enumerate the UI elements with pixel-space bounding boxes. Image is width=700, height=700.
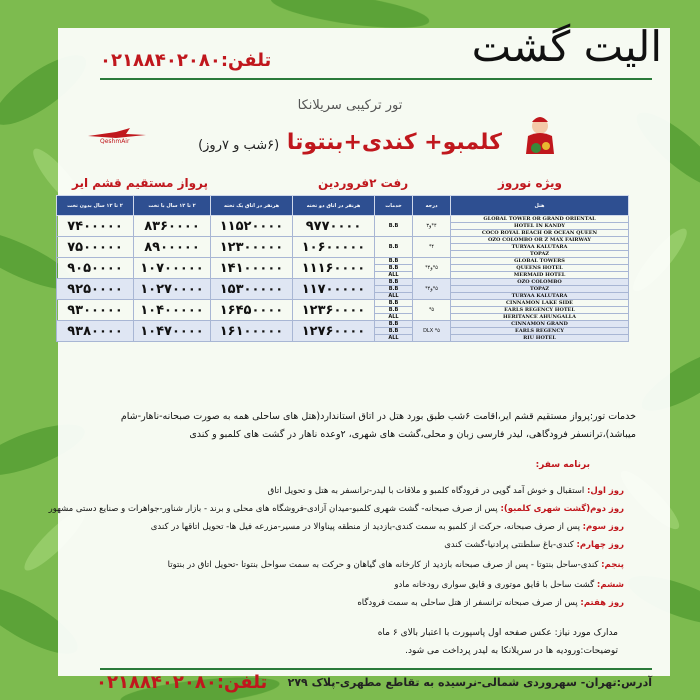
hotel-name: OZO COLOMBO [451,279,629,286]
hotel-name: HERITANCE AHUNGALLA [451,314,629,321]
price-cell: ۱۲۳۰۰۰۰۰ [211,237,293,258]
day-label: روز دوم(گشت شهری کلمبو): [500,504,624,514]
meal-plan: B.B [375,265,413,272]
phone-number-top: تلفن:۰۲۱۸۸۴۰۲۰۸۰ [100,50,272,71]
program-day [394,580,624,590]
price-cell: ۹۲۵۰۰۰۰ [57,279,134,300]
airline-logo [86,126,150,148]
tour-services [56,408,636,444]
price-cell: ۷۵۰۰۰۰۰ [57,237,134,258]
hotel-name: TURYAA KALUTARA [451,244,629,251]
price-cell: ۱۶۱۰۰۰۰۰ [211,321,293,342]
price-cell: ۱۰۴۷۰۰۰۰ [134,321,211,342]
meal-plan: B.B [375,237,413,258]
airline-name: QeshmAir [100,138,130,145]
price-cell: ۱۵۳۰۰۰۰۰ [211,279,293,300]
column-header: هتل [451,196,629,216]
program-day [268,486,624,496]
program-day [151,522,624,532]
tour-subtitle: تور ترکیبی سریلانکا [297,98,403,113]
star-rating: ۵*و۴* [413,258,451,279]
day-text: کندی-باغ سلطنتی پرادنیا-گشت کندی [444,540,574,550]
phone-number-bottom: تلفن:۰۲۱۸۸۴۰۲۰۸۰ [96,672,268,693]
hotel-name: MERMAID HOTEL [451,272,629,279]
star-rating: ۵* [413,300,451,321]
price-cell: ۱۴۱۰۰۰۰۰ [211,258,293,279]
meal-plan: B.B [375,307,413,314]
services-line-1: خدمات تور:پرواز مستقیم قشم ایر،اقامت ۶شب طبق بورد هتل در اتاق استاندارد(هتل های ساحلی همه به صورت صبحانه-ناهار-شام [120,411,636,422]
column-header: درجه [413,196,451,216]
services-line-2: میباشد)،ترانسفر فرودگاهی، لیدر فارسی زبان و محلی،گشت های شهری، ۲وعده ناهار در گشت های کلمبو و کندی [189,429,636,440]
tour-destinations: کلمبو+ کندی+بنتوتا [286,130,502,155]
day-label: روز سوم: [582,522,624,532]
meal-plan: ALL [375,272,413,279]
star-rating: ۴*و۳ [413,216,451,237]
price-cell: ۱۰۷۰۰۰۰۰ [134,258,211,279]
star-rating: ۵*و۴* [413,279,451,300]
program-day [168,560,624,570]
table-row [57,216,629,223]
brand-title: الیت گشت [471,22,662,71]
meal-plan: B.B [375,300,413,307]
price-cell: ۱۲۷۶۰۰۰۰ [293,321,375,342]
price-cell: ۹۰۵۰۰۰۰ [57,258,134,279]
price-cell: ۹۷۷۰۰۰۰ [293,216,375,237]
day-label: روز اول: [586,486,624,496]
meal-plan: B.B [375,216,413,237]
hotel-name: CINNAMON LAKE SIDE [451,300,629,307]
required-documents: مدارک مورد نیاز: عکس صفحه اول پاسپورت با اعتبار بالای ۶ ماه [377,628,618,638]
header-divider [100,78,652,80]
program-title: برنامه سفر: [535,460,590,470]
hotel-name: HOTEL IN KANDY [451,223,629,230]
hotel-name: CINNAMON GRAND [451,321,629,328]
table-row [57,279,629,286]
price-cell: ۱۶۴۵۰۰۰۰ [211,300,293,321]
day-label: پنجم: [601,560,624,570]
day-text: گشت ساحل با قایق موتوری و قایق سواری رودخانه مادو [394,580,595,590]
day-text: پس از صرف صبحانه- گشت شهری کلمبو-میدان آزادی-فروشگاه های محلی و برند - بازار شناور-جواهرات و صنایع دستی مشهور [48,504,498,514]
price-table [56,195,629,342]
star-rating: ۵* DLX [413,321,451,342]
meal-plan: B.B [375,279,413,286]
day-label: ششم: [596,580,624,590]
day-text: استقبال و خوش آمد گویی در فرودگاه کلمبو و ملاقات با لیدر-ترانسفر به هتل و تحویل اتاق [267,486,585,496]
table-row [57,300,629,307]
meal-plan: B.B [375,321,413,328]
hotel-name: QUEENS HOTEL [451,265,629,272]
hotel-name: RIU HOTEL [451,335,629,342]
hotel-name: EARLS REGENCY HOTEL [451,307,629,314]
hotel-name: COCO ROYAL BEACH OR OCEAN QUEEN [451,230,629,237]
direct-flight-label: پرواز مستقیم قشم ایر [72,176,209,190]
meal-plan: B.B [375,328,413,335]
hotel-name: TURYAA KALUTARA [451,293,629,300]
day-text: پس از صرف صبحانه ترانسفر از هتل ساحلی به سمت فرودگاه [357,598,578,608]
departure-date-label: رفت ۲فروردین [318,176,409,190]
hotel-name: GLOBAL TOWER OR GRAND ORIENTAL [451,216,629,223]
column-header: ۲ تا ۱۲ سال بدون تخت [57,196,134,216]
day-label: روز چهارم: [576,540,624,550]
meal-plan: ALL [375,293,413,300]
notes: توضیحات:ورودیه ها در سریلانکا به لیدر پرداخت می شود. [405,646,618,656]
day-text: کندی-ساحل بنتوتا - پس از صرف صبحانه بازدید از کارخانه های گیاهان و حرکت به سمت سواحل بنتوتا -تحویل اتاق در بنتوتا [167,560,599,570]
price-cell: ۹۳۸۰۰۰۰ [57,321,134,342]
price-table-header-row [57,196,629,216]
day-label: روز هفتم: [580,598,624,608]
price-cell: ۱۰۶۰۰۰۰۰ [293,237,375,258]
price-cell: ۸۹۰۰۰۰۰ [134,237,211,258]
price-cell: ۱۱۱۶۰۰۰۰ [293,258,375,279]
price-cell: ۱۰۴۰۰۰۰۰ [134,300,211,321]
table-row [57,321,629,328]
column-header: ۲ تا ۱۲ سال با تخت [134,196,211,216]
nowruz-label: ویژه نوروز [498,176,562,190]
footer-divider [100,668,652,670]
program-day [444,540,624,550]
hotel-name: EARLS REGENCY [451,328,629,335]
meal-plan: ALL [375,335,413,342]
nowruz-mascot-icon [518,114,562,158]
price-cell: ۸۳۶۰۰۰۰ [134,216,211,237]
hotel-name: TOPAZ [451,251,629,258]
column-header: هرنفر در اتاق دو تخته [293,196,375,216]
column-header: خدمات [375,196,413,216]
address: آدرس:تهران- سهروردی شمالی-نرسیده به تقاطع مطهری-پلاک ۲۷۹ [287,676,652,689]
meal-plan: B.B [375,286,413,293]
meal-plan: B.B [375,258,413,265]
meal-plan: ALL [375,314,413,321]
table-row [57,237,629,244]
table-row [57,258,629,265]
day-text: پس از صرف صبحانه، حرکت از کلمبو به سمت کندی-بازدید از منطقه پیناوالا در مسیر-مزرعه فیل ها- تحویل اتاقها در کندی [150,522,580,532]
column-header: هرنفر در اتاق یک تخته [211,196,293,216]
program-day [49,504,624,514]
hotel-name: TOPAZ [451,286,629,293]
price-cell: ۱۱۵۲۰۰۰۰ [211,216,293,237]
price-cell: ۷۴۰۰۰۰۰ [57,216,134,237]
program-day [357,598,624,608]
star-rating: ۴* [413,237,451,258]
price-cell: ۱۱۷۰۰۰۰۰ [293,279,375,300]
hotel-name: GLOBAL TOWERS [451,258,629,265]
tour-duration: (۶شب و ۷روز) [198,138,280,153]
hotel-name: OZO COLOMBO OR Z MAX FAIRWAY [451,237,629,244]
price-cell: ۹۳۰۰۰۰۰ [57,300,134,321]
price-cell: ۱۲۳۶۰۰۰۰ [293,300,375,321]
price-cell: ۱۰۲۷۰۰۰۰ [134,279,211,300]
